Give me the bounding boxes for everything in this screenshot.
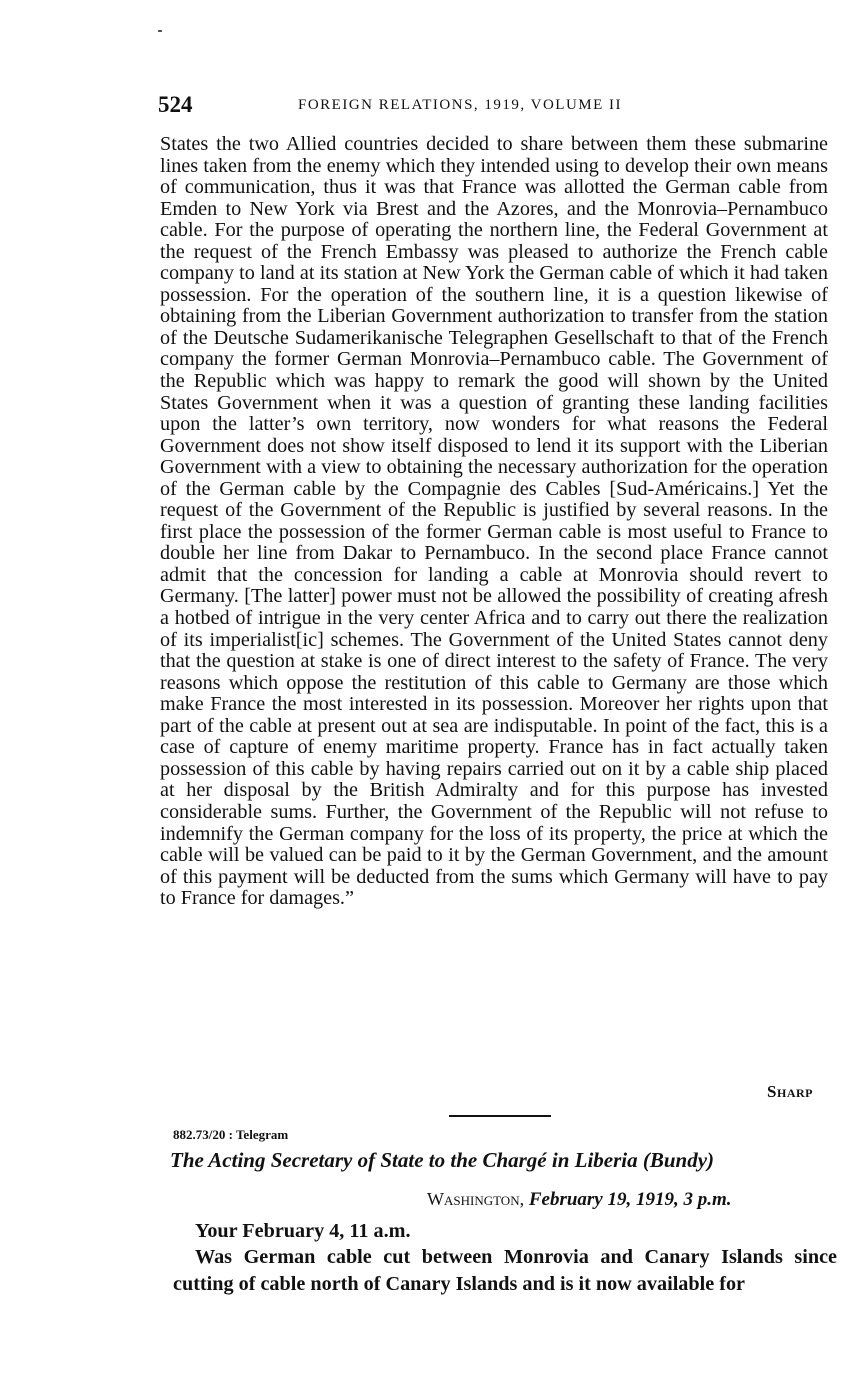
document-title: The Acting Secretary of State to the Chargé in Liberia (Bundy) (170, 1148, 715, 1172)
page-number: 524 (158, 92, 193, 117)
file-reference: 882.73/20 : Telegram (173, 1127, 289, 1142)
dateline-date: February 19, 1919, 3 p.m. (528, 1189, 732, 1210)
telegram-paragraph: Was German cable cut between Monrovia and Canary Islands since cutting of cable north of Canary Islands and is it now available for (173, 1246, 837, 1295)
reference-line: Your February 4, 11 a.m. (195, 1220, 411, 1242)
running-head: FOREIGN RELATIONS, 1919, VOLUME II (298, 97, 623, 113)
dateline-place: Washington, (427, 1189, 525, 1209)
section-divider (449, 1115, 551, 1117)
dateline (427, 1189, 732, 1211)
signature: Sharp (767, 1082, 813, 1101)
body-paragraph: States the two Allied countries decided to share between them these submarine lines taken from the enemy which they intended using to develop their own means of communication, thus it was that France was allotted the German cable from Emden to New York via Brest and the Azores, and the Monrovia–Pernambuco cable. For the purpose of operating the northern line, the Federal Government at the request of the French Embassy was pleased to authorize the French cable company to land at its station at New York the German cable of which it had taken possession. For the operation of the southern line, it is a question likewise of obtaining from the Liberian Government authorization to transfer from the station of the Deutsche Sudamerikanische Telegraphen Gesellschaft to that of the French company the former German Monrovia–Pernambuco cable. The Government of the Republic which was happy to remark the good will shown by the United States Government when it was a question of granting these landing facilities upon the latter’s own territory, now wonders for what reasons the Federal Government does not show itself disposed to lend it its support with the Liberian Government with a view to obtaining the necessary authorization for the operation of the German cable by the Compagnie des Cables [Sud-Américains.] Yet the request of the Government of the Republic is justified by several reasons. In the first place the possession of the former German cable is most useful to France to double her line from Dakar to Pernambuco. In the second place France cannot admit that the concession for landing a cable at Monrovia should revert to Germany. [The latter] power must not be allowed the possibility of creating afresh a hotbed of intrigue in the very center Africa and to carry out there the realization of its imperialist[ic] schemes. The Government of the United States cannot deny that the question at stake is one of direct interest to the safety of France. The very reasons which oppose the restitution of this cable to Germany are those which make France the most interested in its possession. Moreover her rights upon that part of the cable at present out at sea are indisputable. In point of the fact, this is a case of capture of enemy maritime property. France has in fact actually taken possession of this cable by having repairs carried out on it by a cable ship placed at her disposal by the British Admiralty and for this purpose has invested considerable sums. Further, the Government of the Republic will not refuse to indemnify the German company for the loss of its property, the price at which the cable will be valued can be paid to it by the German Government, and the amount of this payment will be deducted from the sums which Germany will have to pay to France for damages.” (160, 133, 828, 910)
scan-mark (158, 30, 162, 32)
page-header (158, 92, 828, 120)
